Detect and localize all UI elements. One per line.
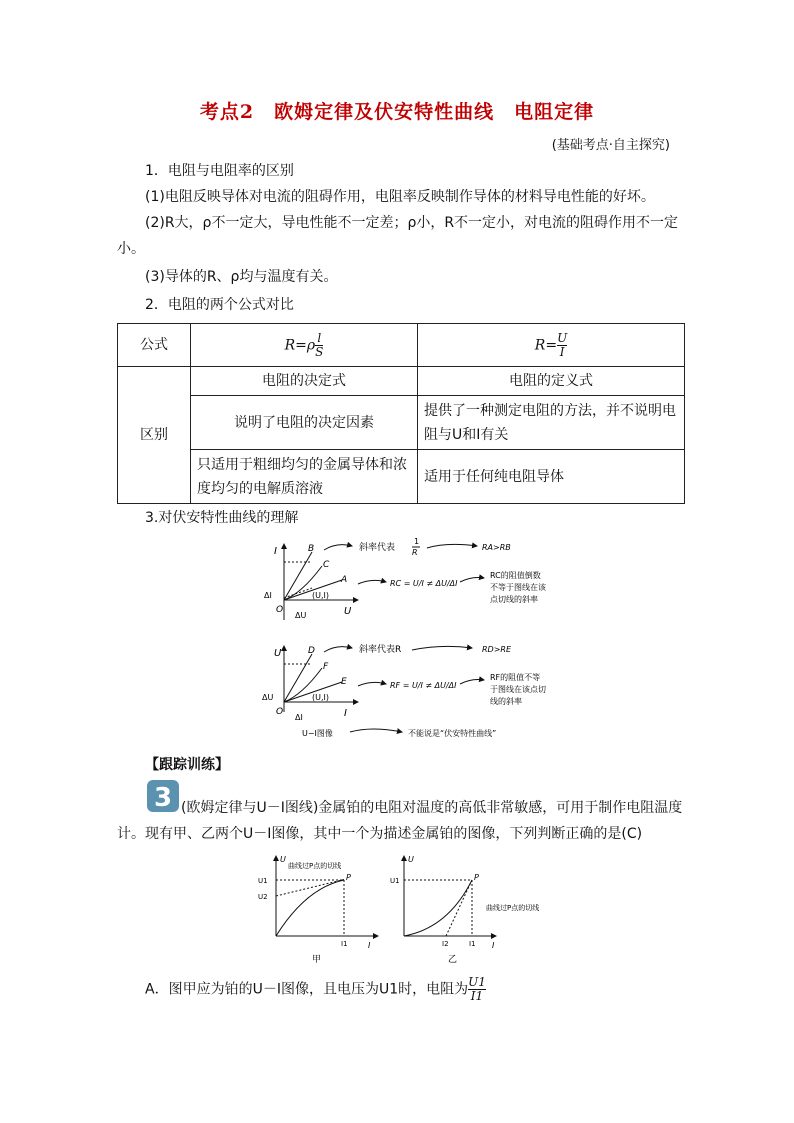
page-title: 考点2 欧姆定律及伏安特性曲线 电阻定律	[199, 101, 595, 123]
badge-number: 3	[153, 783, 173, 813]
ui-graph-diagram	[262, 640, 562, 740]
tangent-label: 曲线过P点的切线	[288, 862, 342, 870]
formula-rc: RC = U/I ≠ ΔU/ΔI	[390, 579, 458, 588]
page-subtitle: (基础考点·自主探究)	[551, 138, 670, 153]
note-line: RC的阻值倒数	[490, 571, 541, 580]
cell-r1-c0: 说明了电阻的决定因素	[191, 396, 418, 450]
label-d: D	[308, 646, 315, 656]
section2-heading: 2．电阻的两个公式对比	[145, 297, 294, 313]
row-label-difference: 区别	[118, 367, 191, 504]
formula-comparison-table	[117, 323, 685, 504]
point-p: P	[474, 873, 479, 882]
section1-item1: (1)电阻反映导体对电流的阻碍作用，电阻率反映制作导体的材料导电性能的好坏。	[145, 189, 655, 205]
caption-note: 不能说是“伏安特性曲线”	[408, 729, 497, 738]
axis-y: U	[408, 855, 414, 864]
label-c: C	[323, 560, 330, 570]
note-line: 线的斜率	[490, 697, 522, 706]
cell-r2-c1: 适用于任何纯电阻导体	[418, 450, 685, 504]
option-a	[145, 976, 715, 1003]
slope-note: 斜率代表R	[359, 645, 402, 655]
practice-question: (欧姆定律与U－I图线)金属铂的电阻对温度的高低非常敏感，可用于制作电阻温度计。现有甲、乙两个U－I图像，其中一个为描述金属铂的图像，下列判断正确的是(C)	[117, 800, 683, 842]
note-line: 点切线的斜率	[490, 595, 538, 604]
label-e: E	[341, 677, 347, 687]
cell-r1-c1: 提供了一种测定电阻的方法，并不说明电阻与U和I有关	[418, 396, 685, 450]
u2-label: U2	[258, 893, 268, 901]
section1-item2: (2)R大，ρ不一定大，导电性能不一定差；ρ小，R不一定小，对电流的阻碍作用不一定小。	[117, 215, 679, 257]
label-a: A	[341, 575, 348, 585]
i2-label: I2	[442, 940, 449, 948]
note-line: RF的阻值不等	[490, 673, 541, 682]
graph-yi	[388, 852, 568, 964]
caption-jia: 甲	[312, 955, 322, 964]
option-a-text: A．图甲应为铂的U－I图像，且电压为U1时，电阻为	[145, 981, 469, 998]
caption-yi: 乙	[448, 955, 458, 964]
practice-heading: 【跟踪训练】	[145, 757, 229, 773]
u1-label: U1	[390, 877, 400, 885]
result-ra-rb: RA>RB	[482, 543, 511, 552]
point-label: (U,I)	[312, 693, 329, 702]
axis-label-x: U	[344, 606, 352, 617]
axis-label-y: U	[274, 648, 282, 659]
origin-label: O	[276, 605, 284, 615]
line-d	[284, 654, 312, 702]
delta-u-label: ΔU	[262, 693, 274, 702]
row-label-formula: 公式	[118, 324, 191, 367]
i1-label: I1	[341, 940, 348, 948]
iu-graph-diagram	[262, 538, 562, 628]
section1-heading: 1．电阻与电阻率的区别	[145, 163, 294, 179]
note-line: 不等于图线在该	[490, 583, 546, 592]
axis-label-y: I	[274, 546, 277, 557]
cell-r0-c1: 电阻的定义式	[418, 367, 685, 396]
origin-label: O	[276, 707, 284, 717]
tangent-label: 曲线过P点的切线	[486, 904, 540, 912]
graph-jia	[256, 852, 386, 964]
option-a-den: I1	[470, 989, 484, 1003]
cell-r2-c0: 只适用于粗细均匀的金属导体和浓度均匀的电解质溶液	[191, 450, 418, 504]
delta-i-label: ΔI	[264, 591, 272, 600]
section1-item3: (3)导体的R、ρ均与温度有关。	[145, 269, 338, 285]
i1-label: I1	[469, 940, 476, 948]
slope-den: R	[412, 548, 418, 557]
delta-i-label: ΔI	[295, 713, 303, 722]
ui-caption: U−I图像	[302, 729, 333, 738]
option-a-num: U1	[468, 975, 486, 989]
label-f: F	[323, 662, 329, 672]
label-b: B	[308, 544, 315, 554]
slope-num: 1	[414, 538, 420, 546]
formula-resistance-law: R=ρ $\frac{l}{S}$	[191, 324, 418, 367]
axis-x: I	[492, 941, 495, 950]
curve-yi	[404, 880, 472, 936]
point-label: (U,I)	[312, 591, 329, 600]
curve-jia	[276, 880, 344, 936]
axis-x: I	[368, 941, 371, 950]
point-p: P	[346, 873, 351, 882]
section3-heading: 3.对伏安特性曲线的理解	[145, 510, 299, 526]
delta-u-label: ΔU	[295, 611, 307, 620]
u1-label: U1	[258, 877, 268, 885]
formula-resistance-definition: R= $\frac{U}{I}$	[418, 324, 685, 367]
axis-y: U	[280, 855, 286, 864]
note-line: 于图线在该点切	[490, 685, 546, 694]
slope-note: 斜率代表	[359, 543, 396, 553]
line-b	[284, 552, 312, 600]
axis-label-x: I	[344, 708, 347, 719]
cell-r0-c0: 电阻的决定式	[191, 367, 418, 396]
formula-rf: RF = U/I ≠ ΔU/ΔI	[390, 681, 457, 690]
result-rd-re: RD>RE	[482, 645, 512, 654]
